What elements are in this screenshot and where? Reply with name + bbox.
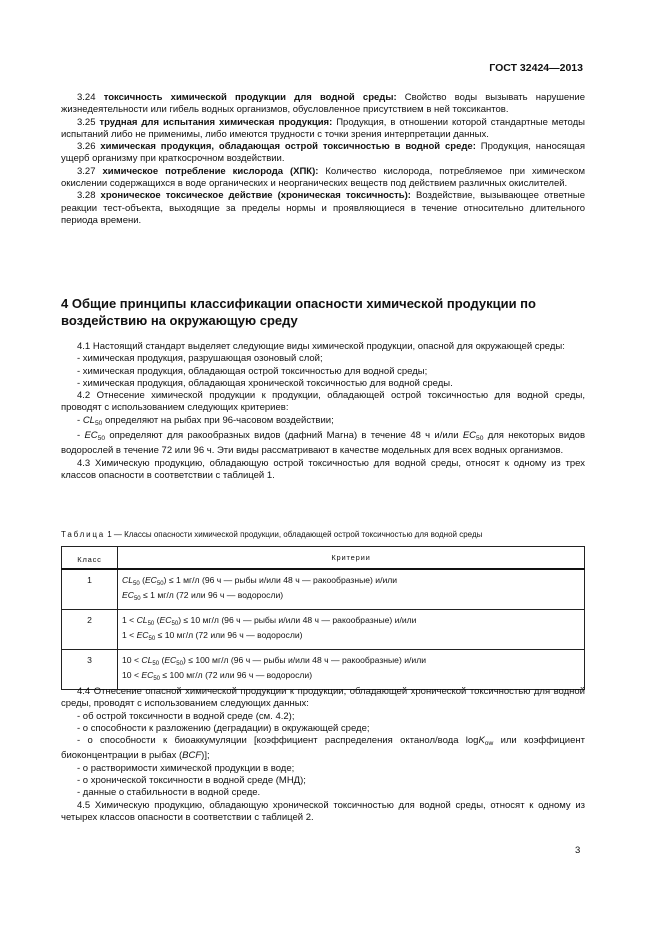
list-item: - об острой токсичности в водной среде (см. 4.2);: [77, 710, 295, 722]
class-cell: 2: [62, 610, 118, 650]
symbol: BCF: [182, 750, 202, 762]
criteria-text: ≤ 100 мг/л (72 или 96 ч — водоросли): [160, 670, 313, 680]
column-header-class: Класс: [62, 547, 118, 570]
symbol: EC: [122, 590, 134, 600]
definition-text: Воздействие, вызывающее ответные реакции тест-объекта, выходящие за пределы нормы и проявляющиеся в течение относительно длительного периода времени.: [61, 190, 585, 226]
criteria-line: [122, 630, 580, 645]
definition-text: Продукция, в отношении которой стандартные методы испытаний либо не применимы, либо имеются трудности с точки зрения интерпретации данных.: [61, 116, 586, 140]
subscript: 50: [133, 581, 140, 587]
definition-number: 3.28: [77, 190, 96, 202]
criteria-cell: [118, 569, 585, 610]
subscript: ow: [484, 740, 494, 748]
definition-term: химическое потребление кислорода (ХПК):: [102, 165, 319, 177]
definition-text: Продукция, наносящая ущерб организму при краткосрочном воздействии.: [61, 141, 585, 165]
list-item-bioaccumulation: [61, 735, 585, 763]
table-row: [62, 650, 585, 690]
criteria-text: 10 <: [122, 670, 142, 680]
list-item: - химическая продукция, обладающая острой токсичностью для водной среды;: [77, 365, 428, 377]
definition-number: 3.27: [77, 165, 96, 177]
definition-3-26: [61, 141, 585, 166]
symbol: K: [478, 735, 485, 747]
list-dash: -: [77, 414, 83, 426]
definition-term: трудная для испытания химическая продукция:: [99, 116, 333, 128]
class-cell: 1: [62, 569, 118, 610]
definition-3-25: [61, 117, 585, 142]
definition-3-27: [61, 166, 585, 191]
subscript: 50: [156, 581, 164, 587]
definition-number: 3.26: [77, 141, 96, 153]
subscript: 50: [133, 596, 141, 602]
item-text: или коэффициент биоконцентрации в рыбах (: [61, 735, 585, 762]
subscript: 50: [148, 636, 156, 642]
list-item: - о способности к разложению (деградации) в окружающей среде;: [77, 722, 370, 734]
symbol: EC: [136, 630, 149, 640]
list-item-ec50: [61, 430, 585, 458]
symbol: EC: [144, 575, 157, 585]
symbol: CL: [122, 575, 133, 585]
class-cell: 3: [62, 650, 118, 690]
paragraph-4-5: 4.5 Химическую продукцию, обладающую хронической токсичностью для водной среды, относят к одному из четырех классов опасности в соответствии с таблицей 2.: [61, 799, 585, 823]
item-text: для некоторых видов водорослей в течение 72 или 96 ч. Эти виды рассматривают в качестве модельных для всех водных организмов.: [61, 430, 586, 457]
criteria-cell: [118, 610, 585, 650]
symbol: CL: [136, 615, 148, 625]
item-text: определяют для ракообразных видов (дафний Магна) в течение 48 ч и/или: [105, 430, 463, 442]
definition-text: Свойство воды вызывать нарушение жизнедеятельности или гибель водных организмов, обусловленное присутствием в ней токсикантов.: [61, 92, 585, 116]
section-4-continued: [61, 686, 585, 824]
hazard-class-table: [61, 546, 585, 690]
definition-term: хроническое токсическое действие (хроническая токсичность):: [100, 190, 411, 202]
item-text: - о способности к биоаккумуляции [коэффициент распределения октанол/вода log: [77, 735, 479, 747]
list-item-cl50: [61, 415, 585, 430]
paragraph-4-1: 4.1 Настоящий стандарт выделяет следующие виды химической продукции, опасной для окружающей среды:: [77, 341, 565, 352]
criteria-text: ) ≤ 10 мг/л (96 ч — рыбы и/или 48 ч — ракообразные) и/или: [178, 615, 417, 625]
criteria-text: (: [159, 655, 165, 665]
list-item: - химическая продукция, разрушающая озоновый слой;: [77, 353, 323, 365]
standard-header: ГОСТ 32424—2013: [489, 62, 583, 74]
paragraph-4-2: 4.2 Отнесение химической продукции к продукции, обладающей острой токсичностью для водной среды, проводят с использованием следующих критериев:: [61, 390, 585, 414]
criteria-line: [122, 590, 580, 605]
criteria-line: [122, 615, 580, 630]
column-header-criteria: Критерии: [118, 547, 585, 570]
definitions-block: [61, 92, 585, 227]
subscript: 50: [153, 676, 161, 682]
table-caption-text: 1 — Классы опасности химической продукции, обладающей острой токсичностью для водной среды: [104, 530, 483, 539]
symbol: CL: [141, 655, 153, 665]
criteria-line: [122, 655, 580, 670]
list-item: - химическая продукция, обладающая хронической токсичностью для водной среды.: [77, 377, 453, 389]
subscript: 50: [476, 435, 484, 443]
criteria-text: ) ≤ 1 мг/л (96 ч — рыбы и/или 48 ч — ракообразные) и/или: [163, 575, 398, 585]
criteria-text: 1 <: [122, 630, 137, 640]
table-label: Таблица: [61, 530, 105, 539]
page-number: 3: [575, 845, 581, 856]
table-header-row: [62, 547, 585, 570]
definition-number: 3.24: [77, 92, 96, 103]
symbol: EC: [159, 615, 172, 625]
criteria-line: [122, 670, 580, 685]
criteria-text: ≤ 10 мг/л (72 или 96 ч — водоросли): [155, 630, 303, 640]
definition-3-28: [61, 190, 585, 227]
criteria-text: 1 <: [122, 615, 137, 625]
definition-number: 3.25: [77, 116, 96, 128]
list-item: - данные о стабильности в водной среде.: [77, 787, 261, 799]
paragraph-4-3: 4.3 Химическую продукцию, обладающую острой токсичностью для водной среды, относят к одному из трех классов опасности в соответствии с таблицей 1.: [61, 457, 585, 481]
criteria-text: (: [154, 615, 160, 625]
symbol: EC: [84, 430, 98, 442]
subscript: 50: [147, 621, 155, 627]
subscript: 50: [176, 661, 183, 667]
paragraph-4-4: 4.4 Отнесение опасной химической продукции к продукции, обладающей хронической токсичностью для водной среды, проводят с использованием следующих данных:: [61, 686, 585, 710]
criteria-line: [122, 575, 580, 590]
symbol: EC: [141, 670, 154, 680]
list-item: - о растворимости химической продукции в воде;: [77, 762, 295, 774]
criteria-text: ≤ 1 мг/л (72 или 96 ч — водоросли): [140, 590, 284, 600]
list-item: - о хронической токсичности в водной среде (МНД);: [77, 775, 306, 787]
symbol: CL: [82, 414, 95, 426]
subscript: 50: [152, 661, 160, 667]
criteria-text: ) ≤ 100 мг/л (96 ч — рыбы и/или 48 ч — ракообразные) и/или: [182, 655, 427, 665]
definition-text: Количество кислорода, потребляемое при химическом окислении содержащихся в воде органических и неорганических веществ под действием различных окислителей.: [61, 165, 585, 190]
table-row: [62, 569, 585, 610]
criteria-text: (: [139, 575, 145, 585]
item-text: )];: [201, 750, 210, 762]
item-text: определяют на рыбах при 96-часовом воздействии;: [102, 414, 334, 426]
definition-3-24: [61, 92, 585, 117]
table-row: [62, 610, 585, 650]
subscript: 50: [94, 419, 103, 427]
criteria-text: 10 <: [122, 655, 142, 665]
table-body: [62, 569, 585, 690]
subscript: 50: [171, 621, 179, 627]
section-4-body: [61, 341, 585, 482]
symbol: EC: [164, 655, 177, 665]
subscript: 50: [97, 435, 106, 443]
definition-term: химическая продукция, обладающая острой токсичностью в водной среде:: [100, 141, 476, 153]
table-caption: [61, 530, 482, 539]
section-4-title: 4 Общие принципы классификации опасности химической продукции по воздействию на окружающую среду: [61, 296, 536, 328]
list-dash: -: [77, 430, 85, 442]
definition-term: токсичность химической продукции для водной среды:: [103, 92, 397, 103]
criteria-cell: [118, 650, 585, 690]
symbol: EC: [462, 430, 477, 442]
